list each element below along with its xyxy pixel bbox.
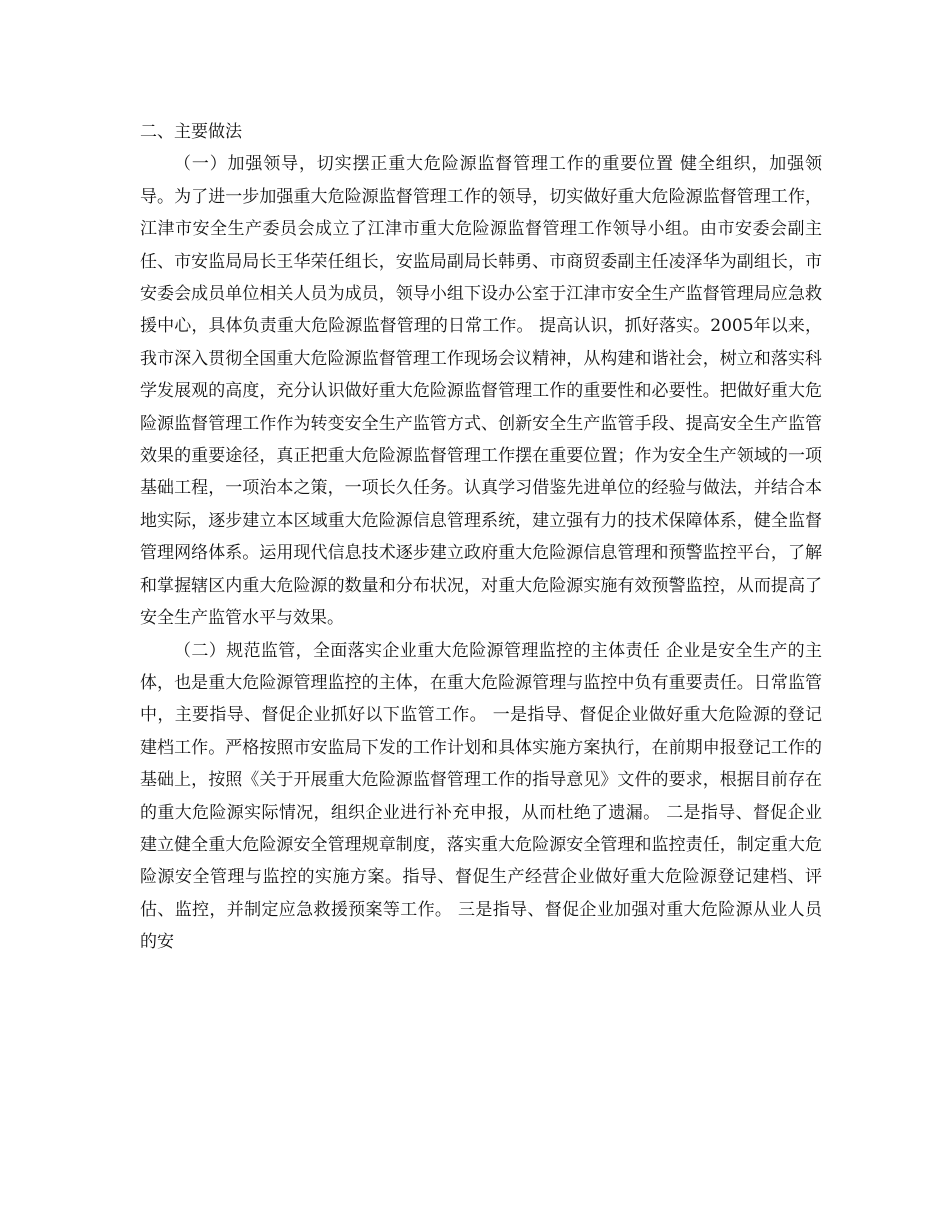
paragraph-leadership: （一）加强领导，切实摆正重大危险源监督管理工作的重要位置 健全组织，加强领导。为了进一步加强重大危险源监督管理工作的领导，切实做好重大危险源监督管理工作，江津市安全生产委员会成立了江津市重大危险源监督管理工作领导小组。由市安委会副主任、市安监局局长王华荣任组长，安监局副局长韩勇、市商贸委副主任凌泽华为副组长，市安委会成员单位相关人员为成员，领导小组下设办公室于江津市安全生产监督管理局应急救援中心，具体负责重大危险源监督管理的日常工作。 提高认识，抓好落实。2005年以来，我市深入贯彻全国重大危险源监督管理工作现场会议精神，从构建和谐社会，树立和落实科学发展观的高度，充分认识做好重大危险源监督管理工作的重要性和必要性。把做好重大危险源监督管理工作作为转变安全生产监管方式、创新安全生产监管手段、提高安全生产监管效果的重要途径，真正把重大危险源监督管理工作摆在重要位置；作为安全生产领域的一项基础工程，一项治本之策，一项长久任务。认真学习借鉴先进单位的经验与做法，并结合本地实际，逐步建立本区域重大危险源信息管理系统，建立强有力的技术保障体系，健全监督管理网络体系。运用现代信息技术逐步建立政府重大危险源信息管理和预警监控平台，了解和掌握辖区内重大危险源的数量和分布状况，对重大危险源实施有效预警监控，从而提高了安全生产监管水平与效果。: [140, 154, 822, 629]
section-heading: 二、主要做法: [140, 122, 242, 142]
paragraph-supervision: （二）规范监管，全面落实企业重大危险源管理监控的主体责任 企业是安全生产的主体，也是重大危险源管理监控的主体，在重大危险源管理与监控中负有重要责任。日常监管中，主要指导、督促企业抓好以下监管工作。 一是指导、督促企业做好重大危险源的登记建档工作。严格按照市安监局下发的工作计划和具体实施方案执行，在前期申报登记工作的基础上，按照《关于开展重大危险源监督管理工作的指导意见》文件的要求，根据目前存在的重大危险源实际情况，组织企业进行补充申报，从而杜绝了遗漏。 二是指导、督促企业建立健全重大危险源安全管理规章制度，落实重大危险源安全管理和监控责任，制定重大危险源安全管理与监控的实施方案。指导、督促生产经营企业做好重大危险源登记建档、评估、监控，并制定应急救援预案等工作。 三是指导、督促企业加强对重大危险源从业人员的安: [140, 640, 822, 953]
document-body: [140, 116, 822, 959]
